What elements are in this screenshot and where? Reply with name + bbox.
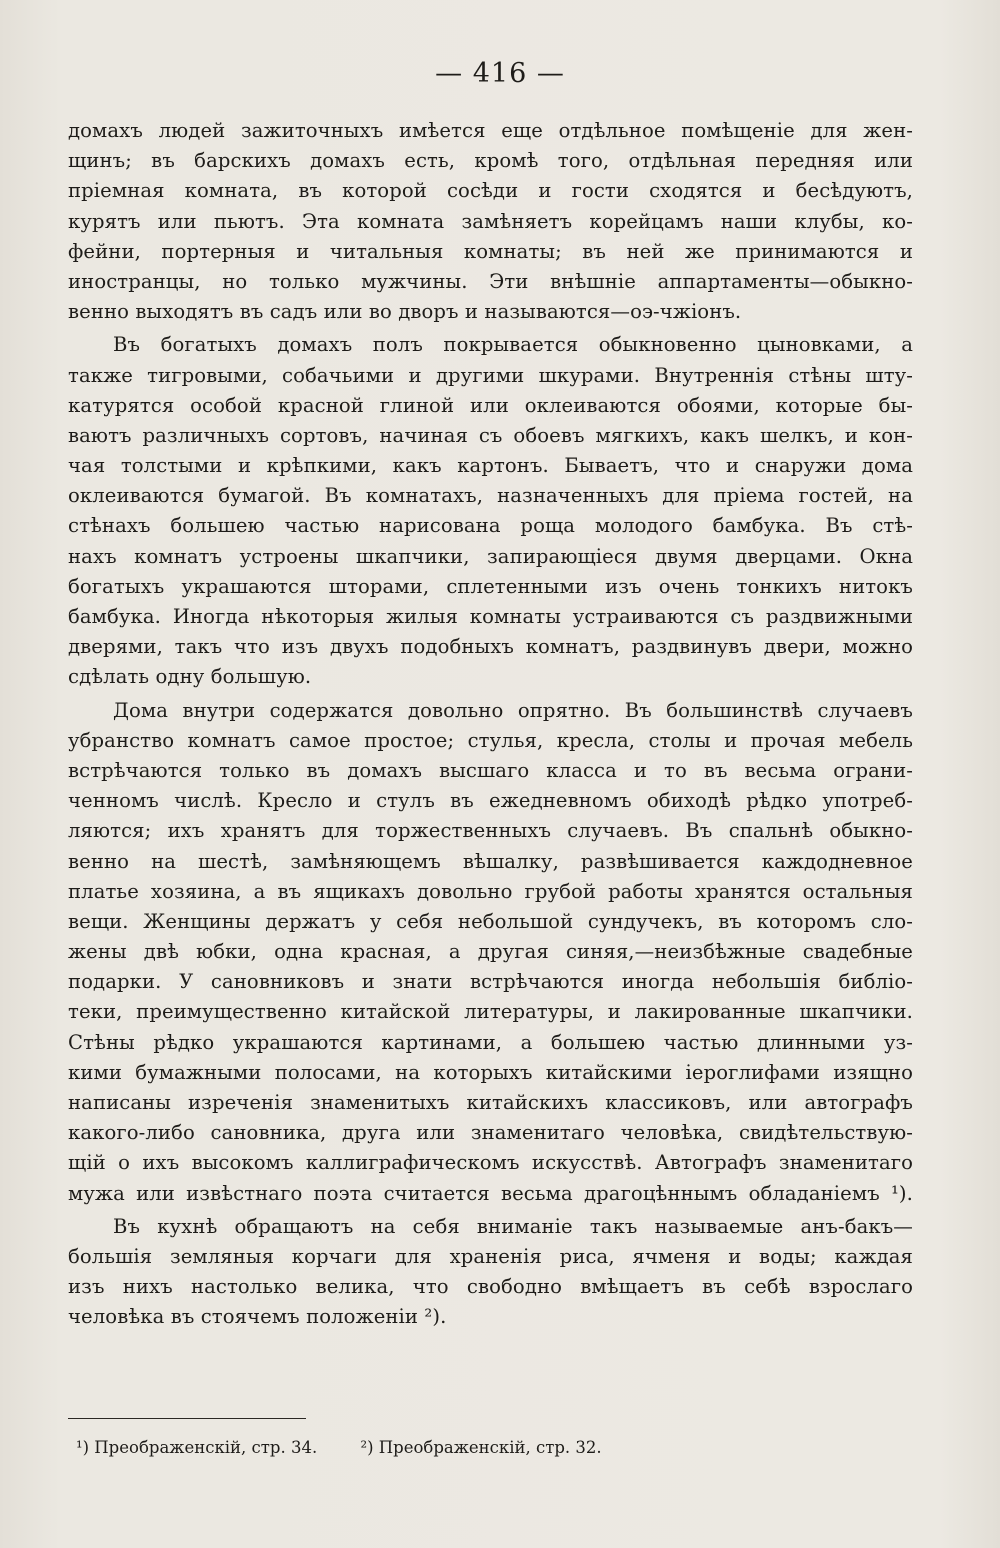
text-line: Стѣны рѣдко украшаются картинами, а большею частью длинными уз- [68,1030,913,1054]
text-line: венно выходятъ въ садъ или во дворъ и называются—оэ-чжіонъ. [68,300,742,324]
text-line: пріемная комната, въ которой сосѣди и гости сходятся и бесѣдуютъ, [68,179,913,203]
text-line: щій о ихъ высокомъ каллиграфическомъ искусствѣ. Автографъ знаменитаго [68,1151,913,1175]
text-line: подарки. У сановниковъ и знати встрѣчаются иногда небольшія библіо- [68,970,913,994]
text-line: иностранцы, но только мужчины. Эти внѣшніе аппартаменты—обыкно- [68,269,913,293]
footnotes [76,1436,896,1460]
text-line: убранство комнатъ самое простое; стулья, кресла, столы и прочая мебель [68,728,913,752]
text-line: богатыхъ украшаются шторами, сплетенными изъ очень тонкихъ нитокъ [68,574,913,598]
text-line: человѣка въ стоячемъ положеніи ²). [68,1305,447,1329]
text-line: встрѣчаются только въ домахъ высшаго класса и то въ весьма ограни- [68,758,913,782]
text-line: теки, преимущественно китайской литературы, и лакированные шкапчики. [68,1000,913,1024]
text-line: вещи. Женщины держатъ у себя небольшой сундучекъ, въ которомъ сло- [68,909,913,933]
text-line: Въ богатыхъ домахъ полъ покрывается обыкновенно цыновками, а [113,333,913,357]
text-line: сдѣлать одну большую. [68,665,312,689]
text-line: какого-либо сановника, друга или знаменитаго человѣка, свидѣтельствую- [68,1121,913,1145]
footnote-divider [68,1418,306,1419]
text-line: также тигровыми, собачьими и другими шкурами. Внутреннія стѣны шту- [68,363,913,387]
text-line: нахъ комнатъ устроены шкапчики, запирающіеся двумя дверцами. Окна [68,544,913,568]
paragraph [68,696,913,1209]
footnote: ¹) Преображенскій, стр. 34. [76,1438,318,1457]
text-line: оклеиваются бумагой. Въ комнатахъ, назначенныхъ для пріема гостей, на [68,484,913,508]
text-line: дверями, такъ что изъ двухъ подобныхъ комнатъ, раздвинувъ двери, можно [68,635,913,659]
text-line: жены двѣ юбки, одна красная, а другая синяя,—неизбѣжные свадебные [68,940,913,964]
paragraph [68,1212,913,1333]
page-number: — 416 — [435,58,565,89]
text-line: домахъ людей зажиточныхъ имѣется еще отдѣльное помѣщеніе для жен- [68,119,913,142]
text-line: бамбука. Иногда нѣкоторыя жилыя комнаты устраиваются съ раздвижными [68,605,913,628]
text-line: катурятся особой красной глиной или оклеиваются обоями, которые бы- [68,393,913,417]
text-line: стѣнахъ большею частью нарисована роща молодого бамбука. Въ стѣ- [68,514,913,538]
text-line: изъ нихъ настолько велика, что свободно вмѣщаетъ въ себѣ взрослаго [68,1275,913,1299]
text-line: большія земляныя корчаги для храненія риса, ячменя и воды; каждая [68,1244,913,1268]
paragraph [68,330,913,692]
text-line: ченномъ числѣ. Кресло и стулъ въ ежедневномъ обиходѣ рѣдко употреб- [68,789,913,813]
text-line: Дома внутри содержатся довольно опрятно. Въ большинствѣ случаевъ [113,698,913,722]
text-line: венно на шестѣ, замѣняющемъ вѣшалку, развѣшивается каждодневное [68,849,913,873]
paragraph [68,116,913,327]
text-line: чая толстыми и крѣпкими, какъ картонъ. Бываетъ, что и снаружи дома [68,454,913,478]
footnote: ²) Преображенскій, стр. 32. [360,1438,602,1457]
text-line: курятъ или пьютъ. Эта комната замѣняетъ корейцамъ наши клубы, ко- [68,209,913,233]
text-line: написаны изреченія знаменитыхъ китайскихъ классиковъ, или автографъ [68,1091,913,1114]
text-line: платье хозяина, а въ ящикахъ довольно грубой работы хранятся остальныя [68,879,913,903]
text-line: мужа или извѣстнаго поэта считается весьма драгоцѣннымъ обладаніемъ ¹). [68,1181,913,1205]
text-line: Въ кухнѣ обращаютъ на себя вниманіе такъ называемые анъ-бакъ— [113,1214,913,1238]
body-text [68,116,913,1336]
text-line: кими бумажными полосами, на которыхъ китайскими іероглифами изящно [68,1060,913,1084]
text-line: щинъ; въ барскихъ домахъ есть, кромѣ того, отдѣльная передняя или [68,149,913,173]
text-line: ляются; ихъ хранятъ для торжественныхъ случаевъ. Въ спальнѣ обыкно- [68,819,913,843]
text-line: ваютъ различныхъ сортовъ, начиная съ обоевъ мягкихъ, какъ шелкъ, и кон- [68,423,913,447]
text-line: фейни, портерныя и читальныя комнаты; въ ней же принимаются и [68,239,913,263]
